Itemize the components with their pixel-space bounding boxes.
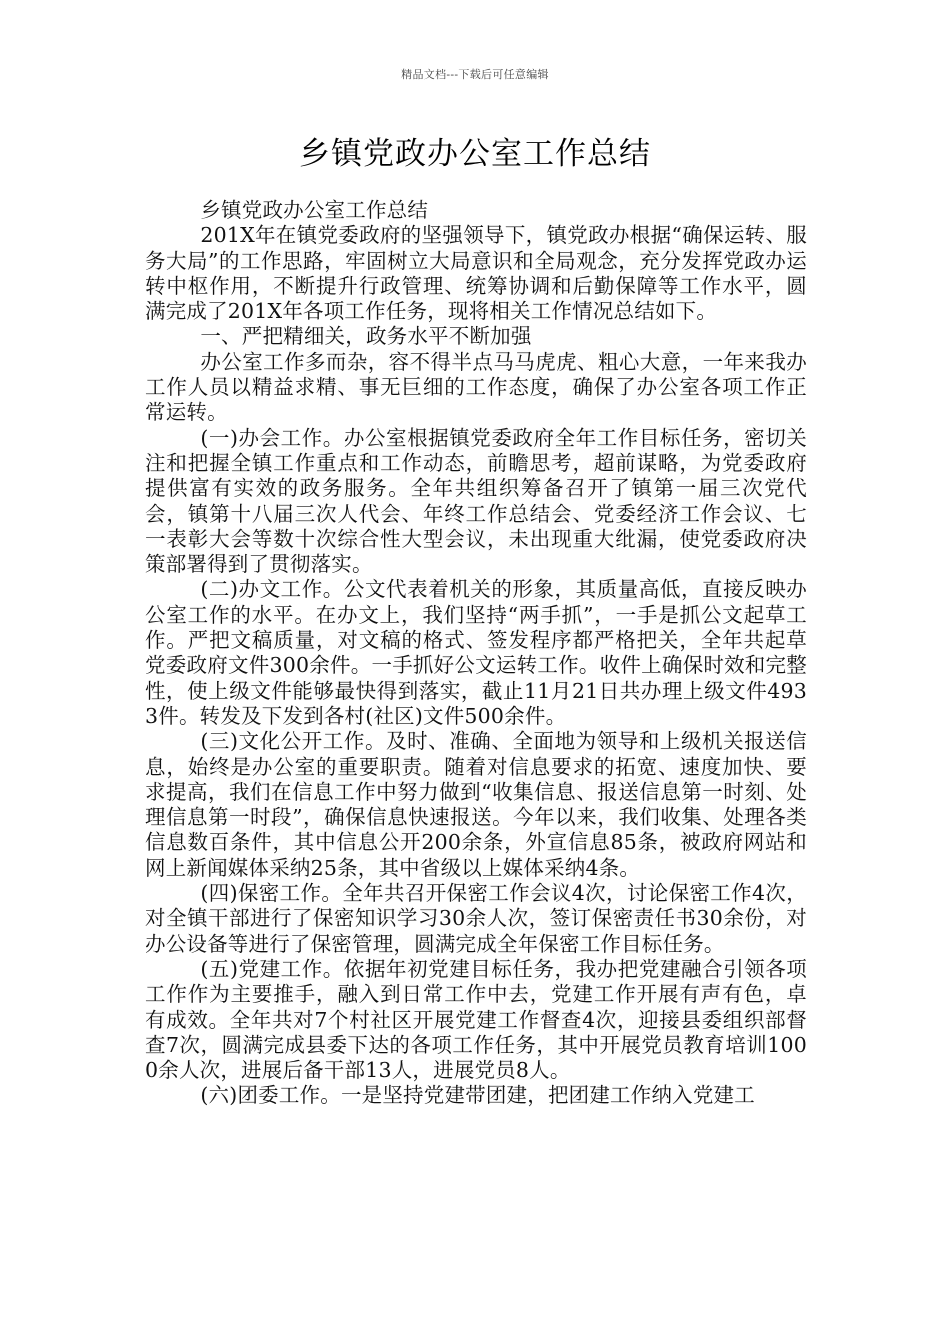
paragraph-documents: (二)办文工作。公文代表着机关的形象，其质量高低，直接反映办公室工作的水平。在办文上，我们坚持“两手抓”，一手是抓公文起草工作。严把文稿质量，对文稿的格式、签发程序都严格把关，全年共起草党委政府文件300余件。一手抓好公文运转工作。收件上确保时效和完整性，使上级文件能够最快得到落实，截止11月21日共办理上级文件4933件。转发及下发到各村(社区)文件500余件。: [145, 577, 807, 728]
paragraph-party-building: (五)党建工作。依据年初党建目标任务，我办把党建融合引领各项工作作为主要推手，融入到日常工作中去，党建工作开展有声有色，卓有成效。全年共对7个村社区开展党建工作督查4次，迎接县委组织部督查7次，圆满完成县委下达的各项工作任务，其中开展党员教育培训1000余人次，进展后备干部13人，进展党员8人。: [145, 956, 807, 1083]
paragraph-section-1-intro: 办公室工作多而杂，容不得半点马马虎虎、粗心大意，一年来我办工作人员以精益求精、事无巨细的工作态度，确保了办公室各项工作正常运转。: [145, 349, 807, 425]
paragraph-intro: 201X年在镇党委政府的坚强领导下，镇党政办根据“确保运转、服务大局”的工作思路，牢固树立大局意识和全局观念，充分发挥党政办运转中枢作用，不断提升行政管理、统筹协调和后勤保障等工作水平，圆满完成了201X年各项工作任务，现将相关工作情况总结如下。: [145, 223, 807, 324]
paragraph-information: (三)文化公开工作。及时、准确、全面地为领导和上级机关报送信息，始终是办公室的重要职责。随着对信息要求的拓宽、速度加快、要求提高，我们在信息工作中努力做到“收集信息、报送信息第一时刻、处理信息第一时段”，确保信息快速报送。今年以来，我们收集、处理各类信息数百条件，其中信息公开200余条，外宣信息85条，被政府网站和网上新闻媒体采纳25条，其中省级以上媒体采纳4条。: [145, 729, 807, 880]
document-body: [145, 198, 807, 1109]
section-heading-1: 一、严把精细关，政务水平不断加强: [200, 324, 532, 349]
header-note: 精品文档---下载后可任意编辑: [401, 68, 549, 81]
paragraph-subtitle: 乡镇党政办公室工作总结: [200, 198, 429, 222]
document-title: 乡镇党政办公室工作总结: [299, 136, 651, 172]
paragraph-confidentiality: (四)保密工作。全年共召开保密工作会议4次，讨论保密工作4次，对全镇干部进行了保密知识学习30余人次，签订保密责任书30余份，对办公设备等进行了保密管理，圆满完成全年保密工作目标任务。: [145, 881, 807, 956]
paragraph-meetings: (一)办会工作。办公室根据镇党委政府全年工作目标任务，密切关注和把握全镇工作重点和工作动态，前瞻思考，超前谋略，为党委政府提供富有实效的政务服务。全年共组织筹备召开了镇第一届三次党代会，镇第十八届三次人代会、年终工作总结会、党委经济工作会议、七一表彰大会等数十次综合性大型会议，未出现重大纰漏，使党委政府决策部署得到了贯彻落实。: [145, 425, 807, 577]
paragraph-youth-league: (六)团委工作。一是坚持党建带团建，把团建工作纳入党建工: [200, 1083, 755, 1108]
